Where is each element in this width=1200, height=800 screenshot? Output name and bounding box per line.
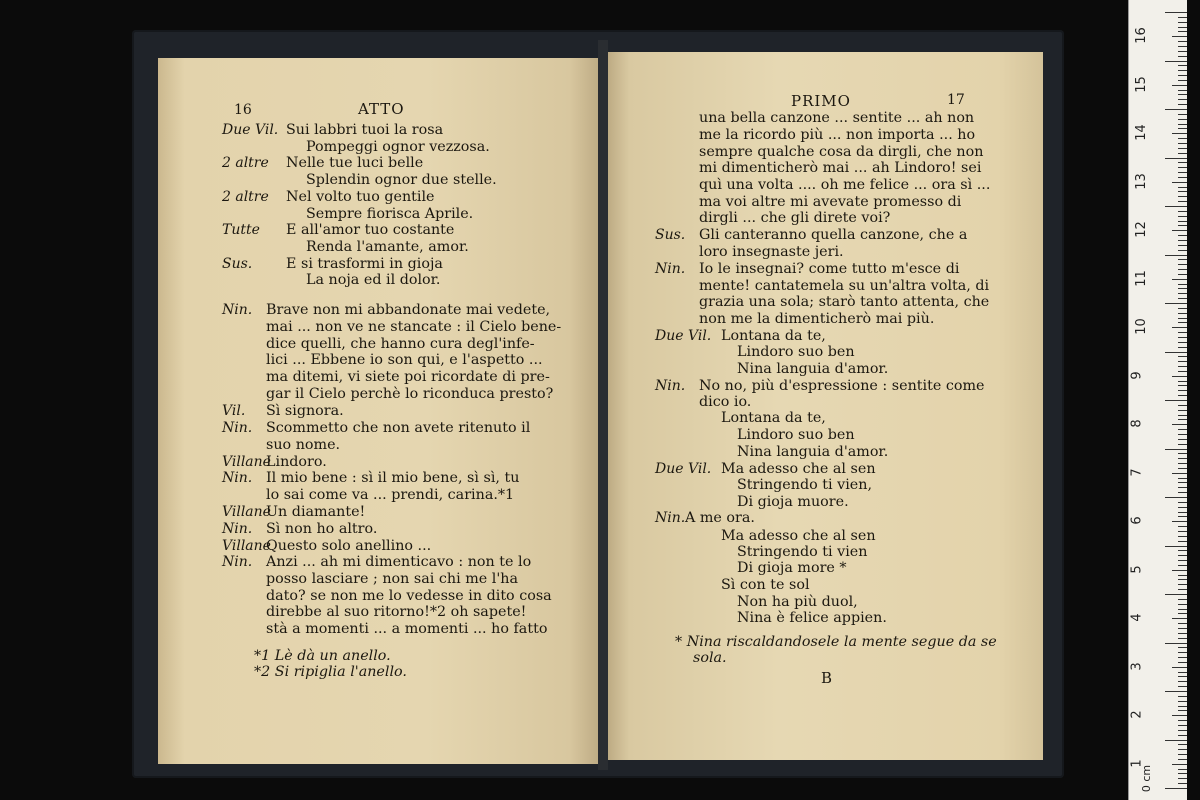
text-line: Il mio bene : sì il mio bene, sì sì, tu [266,470,520,486]
text-line: Gli canteranno quella canzone, che a [699,227,968,243]
ruler-tick [1178,419,1187,420]
ruler-tick [1178,119,1187,120]
ruler-tick [1178,70,1187,71]
ruler-tick [1165,546,1187,547]
ruler-tick [1165,158,1187,159]
ruler-label: 3 [1129,662,1145,671]
ruler-label: 11 [1133,269,1149,287]
speaker-label: Nin. [222,521,253,537]
text-line: A me ora. [685,510,755,526]
text-line: Io le insegnai? come tutto m'esce di [699,261,960,277]
ruler-tick [1178,565,1187,566]
ruler-tick [1178,628,1187,629]
ruler-tick [1178,706,1187,707]
ruler-tick [1178,240,1187,241]
ruler-tick [1178,507,1187,508]
ruler-tick [1178,536,1187,537]
text-line: lici ... Ebbene io son qui, e l'aspetto ... [266,352,543,368]
text-line: Sui labbri tuoi la rosa [286,122,444,138]
ruler-tick [1172,36,1187,37]
text-line: quì una volta .... oh me felice ... ora sì ... [699,177,991,193]
ruler-tick [1178,46,1187,47]
text-line: Stringendo ti vien [737,544,868,560]
ruler-label: 16 [1133,27,1149,45]
text-line: dice quelli, che hanno cura degl'infe- [266,336,535,352]
ruler-tick [1165,255,1187,256]
text-line: ma ditemi, vi siete poi ricordate di pre- [266,369,550,385]
ruler-tick [1178,541,1187,542]
text-line: Renda l'amante, amor. [306,239,469,255]
text-line: loro insegnaste jeri. [699,244,844,260]
ruler-tick [1172,85,1187,86]
speaker-label: Nin. [655,510,686,526]
ruler-tick [1178,216,1187,217]
speaker-label: Tutte [222,222,260,238]
speaker-label: Due Vil. [655,328,712,344]
speaker-label: Nin. [655,261,686,277]
ruler-tick [1178,672,1187,673]
footnote: *2 Si ripiglia l'anello. [254,664,407,680]
text-line: Nina languia d'amor. [737,444,889,460]
signature-mark: B [821,669,833,687]
ruler-unit-label: 0 cm [1140,764,1154,793]
ruler-tick [1178,749,1187,750]
right-page [603,52,1043,760]
ruler-tick [1178,211,1187,212]
text-line: posso lasciare ; non sai chi me l'ha [266,571,518,587]
ruler-label: 2 [1129,710,1145,719]
ruler-tick [1178,269,1187,270]
speaker-label: Nin. [655,378,686,394]
ruler-tick [1178,686,1187,687]
ruler-tick [1178,584,1187,585]
text-line: Di gioja more * [737,560,847,576]
ruler-tick [1178,288,1187,289]
text-line: Un diamante! [266,504,366,520]
ruler-label: 13 [1133,172,1149,190]
text-line: Non ha più duol, [737,594,858,610]
ruler-tick [1178,439,1187,440]
text-line: gar il Cielo perchè lo riconduca presto? [266,386,554,402]
ruler-tick [1178,609,1187,610]
ruler-tick [1178,453,1187,454]
ruler-tick [1178,162,1187,163]
ruler-tick [1172,327,1187,328]
speaker-label: Villane [222,454,271,470]
ruler-tick [1172,667,1187,668]
ruler-tick [1178,701,1187,702]
ruler-tick [1178,361,1187,362]
ruler-tick [1178,385,1187,386]
ruler-tick [1178,366,1187,367]
ruler-tick [1172,521,1187,522]
running-head: ATTO [358,100,405,118]
text-line: Pompeggi ognor vezzosa. [306,139,490,155]
ruler-tick [1178,284,1187,285]
text-line: mi dimenticherò mai ... ah Lindoro! sei [699,160,982,176]
ruler-tick [1178,613,1187,614]
ruler-tick [1178,274,1187,275]
ruler-tick [1172,618,1187,619]
book-gutter [598,40,608,770]
ruler-tick [1178,516,1187,517]
ruler-tick [1178,114,1187,115]
speaker-label: Sus. [655,227,686,243]
ruler-label: 15 [1133,75,1149,93]
text-line: Splendin ognor due stelle. [306,172,497,188]
ruler-tick [1178,332,1187,333]
ruler-tick [1178,482,1187,483]
text-line: dico io. [699,394,752,410]
ruler-tick [1178,754,1187,755]
text-line: No no, più d'espressione : sentite come [699,378,985,394]
ruler-tick [1178,487,1187,488]
ruler-label: 1 [1129,759,1145,768]
text-line: Di gioja muore. [737,494,849,510]
ruler-tick [1178,51,1187,52]
ruler-tick [1178,187,1187,188]
ruler-tick [1165,691,1187,692]
ruler-tick [1178,308,1187,309]
ruler-tick [1172,182,1187,183]
ruler-tick [1178,405,1187,406]
ruler-tick [1178,196,1187,197]
text-line: Nina languia d'amor. [737,361,889,377]
ruler-tick [1178,725,1187,726]
ruler-tick [1165,12,1187,13]
ruler-tick [1178,298,1187,299]
ruler-tick [1178,153,1187,154]
ruler-tick [1178,410,1187,411]
text-line: Sì signora. [266,403,344,419]
speaker-label: 2 altre [222,155,269,171]
ruler-tick [1178,463,1187,464]
speaker-label: Sus. [222,256,253,272]
text-line: Anzi ... ah mi dimenticavo : non te lo [266,554,532,570]
ruler-tick [1178,478,1187,479]
speaker-label: Nin. [222,470,253,486]
ruler-tick [1178,783,1187,784]
text-line: direbbe al suo ritorno!*2 oh sapete! [266,604,527,620]
text-line: grazia una sola; starò tanto attenta, che [699,294,990,310]
ruler-tick [1178,80,1187,81]
left-page [158,58,605,764]
ruler-label: 14 [1133,124,1149,142]
ruler-tick [1178,720,1187,721]
ruler-tick [1178,177,1187,178]
ruler-tick [1178,356,1187,357]
ruler-tick [1178,662,1187,663]
text-line: sempre qualche cosa da dirgli, che non [699,144,984,160]
ruler-tick [1178,250,1187,251]
text-line: Nina è felice appien. [737,610,887,626]
ruler-tick [1178,647,1187,648]
text-line: me la ricordo più ... non importa ... ho [699,127,976,143]
ruler-tick [1172,570,1187,571]
ruler-tick [1178,502,1187,503]
ruler-tick [1178,710,1187,711]
text-line: mente! cantatemela su un'altra volta, di [699,278,990,294]
ruler-tick [1178,104,1187,105]
text-line: Lindoro. [266,454,327,470]
ruler-label: 4 [1129,613,1145,622]
text-line: Lontana da te, [721,410,826,426]
ruler-tick [1178,604,1187,605]
ruler-tick [1178,730,1187,731]
text-line: una bella canzone ... sentite ... ah non [699,110,975,126]
ruler-tick [1178,225,1187,226]
ruler-tick [1178,221,1187,222]
text-line: mai ... non ve ne stancate : il Cielo bene- [266,319,562,335]
speaker-label: Due Vil. [655,461,712,477]
ruler-tick [1178,27,1187,28]
ruler-tick [1165,109,1187,110]
text-line: dato? se non me lo vedesse in dito cosa [266,588,552,604]
text-line: Stringendo ti vien, [737,477,873,493]
speaker-label: Villane [222,504,271,520]
ruler-tick [1178,322,1187,323]
ruler-tick [1165,740,1187,741]
ruler-tick [1178,293,1187,294]
ruler-tick [1178,652,1187,653]
ruler-tick [1178,773,1187,774]
ruler-tick [1172,424,1187,425]
ruler-tick [1178,264,1187,265]
ruler-tick [1165,594,1187,595]
speaker-label: Nin. [222,302,253,318]
speaker-label: 2 altre [222,189,269,205]
ruler-tick [1165,400,1187,401]
ruler-tick [1165,206,1187,207]
text-line: lo sai come va ... prendi, carina.*1 [266,487,515,503]
ruler-tick [1178,245,1187,246]
ruler-tick [1178,444,1187,445]
ruler-tick [1178,696,1187,697]
ruler-tick [1178,318,1187,319]
text-line: Lindoro suo ben [737,427,855,443]
ruler-tick [1172,764,1187,765]
text-line: suo nome. [266,437,341,453]
ruler-tick [1172,230,1187,231]
ruler-tick [1178,526,1187,527]
ruler-tick [1178,676,1187,677]
footnote: *1 Lè dà un anello. [254,648,391,664]
ruler-tick [1178,201,1187,202]
ruler-tick [1178,579,1187,580]
ruler-tick [1178,633,1187,634]
ruler-tick [1178,342,1187,343]
text-line: Scommetto che non avete ritenuto il [266,420,531,436]
text-line: E all'amor tuo costante [286,222,455,238]
text-line: Lontana da te, [721,328,826,344]
text-line: La noja ed il dolor. [306,272,441,288]
ruler-tick [1178,138,1187,139]
ruler-tick [1178,623,1187,624]
ruler-tick [1178,191,1187,192]
ruler-tick [1178,599,1187,600]
ruler-tick [1165,303,1187,304]
page-number: 17 [947,92,965,108]
text-line: Questo solo anellino ... [266,538,432,554]
ruler-tick [1178,492,1187,493]
ruler-tick [1178,458,1187,459]
text-line: Ma adesso che al sen [721,528,876,544]
ruler-tick [1178,434,1187,435]
ruler-tick [1178,347,1187,348]
ruler-tick [1178,41,1187,42]
speaker-label: Nin. [222,554,253,570]
ruler-label: 5 [1129,565,1145,574]
ruler-tick [1178,75,1187,76]
ruler-tick [1178,778,1187,779]
ruler-tick [1178,769,1187,770]
speaker-label: Due Vil. [222,122,279,138]
ruler-label: 12 [1133,221,1149,239]
ruler-tick [1178,638,1187,639]
ruler-tick [1178,31,1187,32]
text-line: Brave non mi abbandonate mai vedete, [266,302,551,318]
ruler-tick [1178,124,1187,125]
text-line: Ma adesso che al sen [721,461,876,477]
measuring-ruler [1128,0,1187,800]
text-line: E si trasformi in gioja [286,256,443,272]
ruler-label: 8 [1129,419,1145,428]
text-line: dirgli ... che gli direte voi? [699,210,891,226]
text-line: Nel volto tuo gentile [286,189,435,205]
text-line: Lindoro suo ben [737,344,855,360]
ruler-tick [1178,94,1187,95]
ruler-tick [1178,575,1187,576]
speaker-label: Vil. [222,403,246,419]
ruler-tick [1178,735,1187,736]
ruler-tick [1172,279,1187,280]
ruler-tick [1178,381,1187,382]
speaker-label: Nin. [222,420,253,436]
ruler-tick [1178,337,1187,338]
ruler-tick [1178,65,1187,66]
ruler-tick [1165,352,1187,353]
ruler-tick [1178,148,1187,149]
ruler-tick [1178,167,1187,168]
ruler-tick [1178,313,1187,314]
ruler-tick [1178,371,1187,372]
ruler-tick [1178,429,1187,430]
ruler-tick [1178,512,1187,513]
ruler-tick [1178,17,1187,18]
page-number: 16 [234,102,252,118]
ruler-tick [1178,744,1187,745]
footnote: sola. [693,650,727,666]
ruler-tick [1178,759,1187,760]
ruler-tick [1178,259,1187,260]
text-line: Sì non ho altro. [266,521,378,537]
ruler-tick [1178,172,1187,173]
ruler-tick [1178,22,1187,23]
ruler-tick [1178,143,1187,144]
ruler-tick [1178,128,1187,129]
ruler-tick [1172,376,1187,377]
text-line: Sempre fiorisca Aprile. [306,206,474,222]
ruler-tick [1178,589,1187,590]
text-line: Nelle tue luci belle [286,155,424,171]
text-line: Sì con te sol [721,577,810,593]
text-line: stà a momenti ... a momenti ... ho fatto [266,621,548,637]
ruler-tick [1178,468,1187,469]
speaker-label: Villane [222,538,271,554]
ruler-tick [1178,99,1187,100]
ruler-tick [1172,133,1187,134]
ruler-tick [1178,681,1187,682]
text-line: non me la dimenticherò mai più. [699,311,935,327]
ruler-tick [1165,788,1187,789]
ruler-tick [1165,643,1187,644]
footnote: * Nina riscaldandosele la mente segue da se [675,634,997,650]
running-head: PRIMO [791,92,851,110]
ruler-tick [1178,555,1187,556]
ruler-tick [1178,550,1187,551]
text-line: ma voi altre mi avevate promesso di [699,194,962,210]
ruler-tick [1178,657,1187,658]
ruler-tick [1178,560,1187,561]
ruler-tick [1178,531,1187,532]
ruler-tick [1165,61,1187,62]
ruler-tick [1178,390,1187,391]
ruler-label: 10 [1133,318,1149,336]
ruler-label: 9 [1129,371,1145,380]
ruler-tick [1178,395,1187,396]
ruler-tick [1172,473,1187,474]
ruler-tick [1178,56,1187,57]
ruler-tick [1178,415,1187,416]
ruler-tick [1178,235,1187,236]
ruler-tick [1165,497,1187,498]
ruler-tick [1172,715,1187,716]
ruler-label: 6 [1129,516,1145,525]
ruler-label: 7 [1129,468,1145,477]
ruler-tick [1178,90,1187,91]
ruler-tick [1165,449,1187,450]
